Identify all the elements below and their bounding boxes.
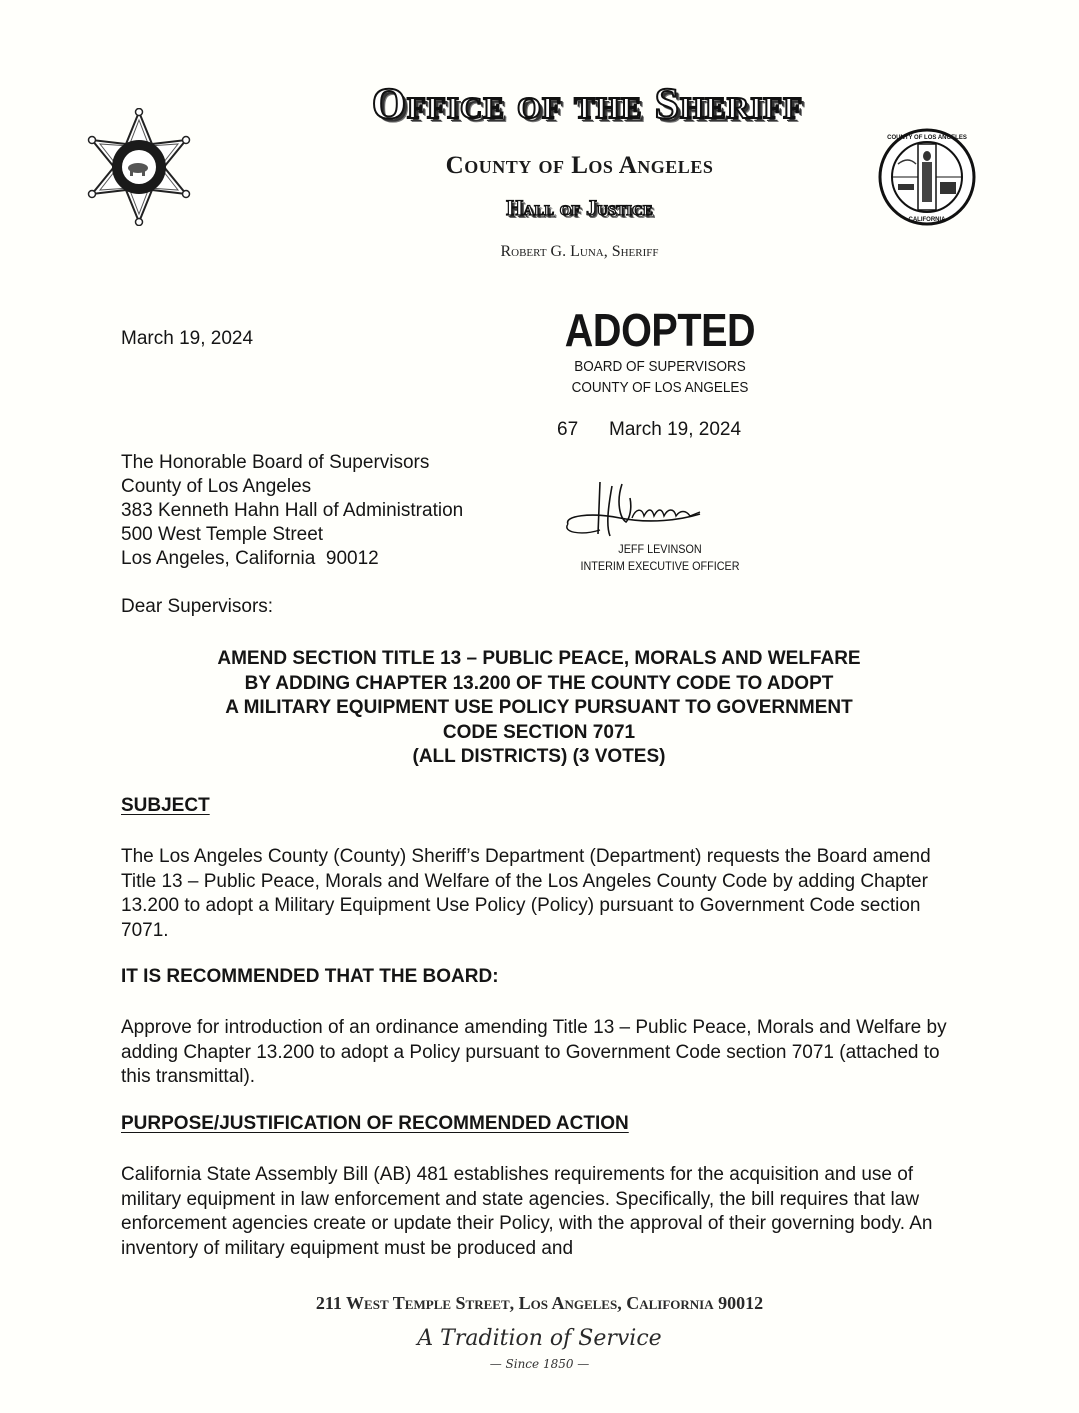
section-heading-subject: SUBJECT: [121, 795, 210, 816]
stamp-date: March 19, 2024: [609, 419, 742, 440]
building-name: Hall of Justice: [506, 195, 653, 220]
signatory-title: INTERIM EXECUTIVE OFFICER: [580, 559, 740, 573]
letter-date: March 19, 2024: [121, 328, 254, 349]
title-line: A MILITARY EQUIPMENT USE POLICY PURSUANT TO GOVERNMENT: [225, 697, 853, 718]
svg-text:COUNTY OF LOS ANGELES: COUNTY OF LOS ANGELES: [887, 135, 967, 141]
letter-subject-title: [121, 647, 957, 770]
county-seal-icon: [878, 128, 976, 226]
recipient-address: [121, 451, 463, 571]
title-line: (ALL DISTRICTS) (3 VOTES): [412, 746, 666, 767]
section-heading-purpose: PURPOSE/JUSTIFICATION OF RECOMMENDED ACTION: [121, 1113, 629, 1134]
section-body-recommendation: Approve for introduction of an ordinance amending Title 13 – Public Peace, Morals and Welfare by adding Chapter 13.200 to adopt a Policy pursuant to Government Code section 7071 (attached to this transmittal).: [121, 1017, 947, 1087]
section-heading-recommendation: IT IS RECOMMENDED THAT THE BOARD:: [121, 966, 499, 987]
section-body-subject: The Los Angeles County (County) Sheriff’s Department (Department) requests the Board amend Title 13 – Public Peace, Morals and Welfare of the Los Angeles County Code by adding Chapter 13.200 to adopt a Military Equipment Use Policy (Policy) pursuant to Government Code section 7071.: [121, 846, 931, 941]
title-line: AMEND SECTION TITLE 13 – PUBLIC PEACE, MORALS AND WELFARE: [217, 648, 861, 669]
address-line: Los Angeles, California 90012: [121, 548, 379, 569]
footer-motto: A Tradition of Service: [417, 1326, 662, 1351]
footer-address: 211 West Temple Street, Los Angeles, California 90012: [315, 1293, 764, 1313]
footer-since: — Since 1850 —: [489, 1357, 590, 1371]
signatory-name: JEFF LEVINSON: [618, 542, 702, 556]
title-line: BY ADDING CHAPTER 13.200 OF THE COUNTY CODE TO ADOPT: [244, 672, 834, 694]
signature-icon: [560, 478, 760, 542]
adopted-stamp: ADOPTED: [564, 304, 756, 356]
stamp-board-line: BOARD OF SUPERVISORS: [574, 358, 746, 375]
section-body-purpose: California State Assembly Bill (AB) 481 establishes requirements for the acquisition and use of military equipment in law enforcement and state agencies. Specifically, the bill requires that law enforcement agencies create or update their Policy, with the approval of their governing body. An inventory of military equipment must be produced and: [121, 1164, 933, 1259]
address-line: County of Los Angeles: [121, 476, 312, 497]
county-name: County of Los Angeles: [445, 152, 714, 179]
address-line: 500 West Temple Street: [121, 524, 324, 545]
stamp-county-line: COUNTY OF LOS ANGELES: [571, 379, 749, 396]
address-line: The Honorable Board of Supervisors: [121, 452, 430, 473]
office-title: Office of the Sheriff: [371, 79, 804, 128]
svg-text:CALIFORNIA: CALIFORNIA: [908, 217, 946, 223]
title-line: CODE SECTION 7071: [442, 721, 636, 743]
salutation: Dear Supervisors:: [121, 596, 274, 617]
sheriff-name: Robert G. Luna, Sheriff: [500, 243, 659, 260]
stamp-item-number: 67: [557, 419, 579, 440]
address-line: 383 Kenneth Hahn Hall of Administration: [121, 500, 464, 521]
